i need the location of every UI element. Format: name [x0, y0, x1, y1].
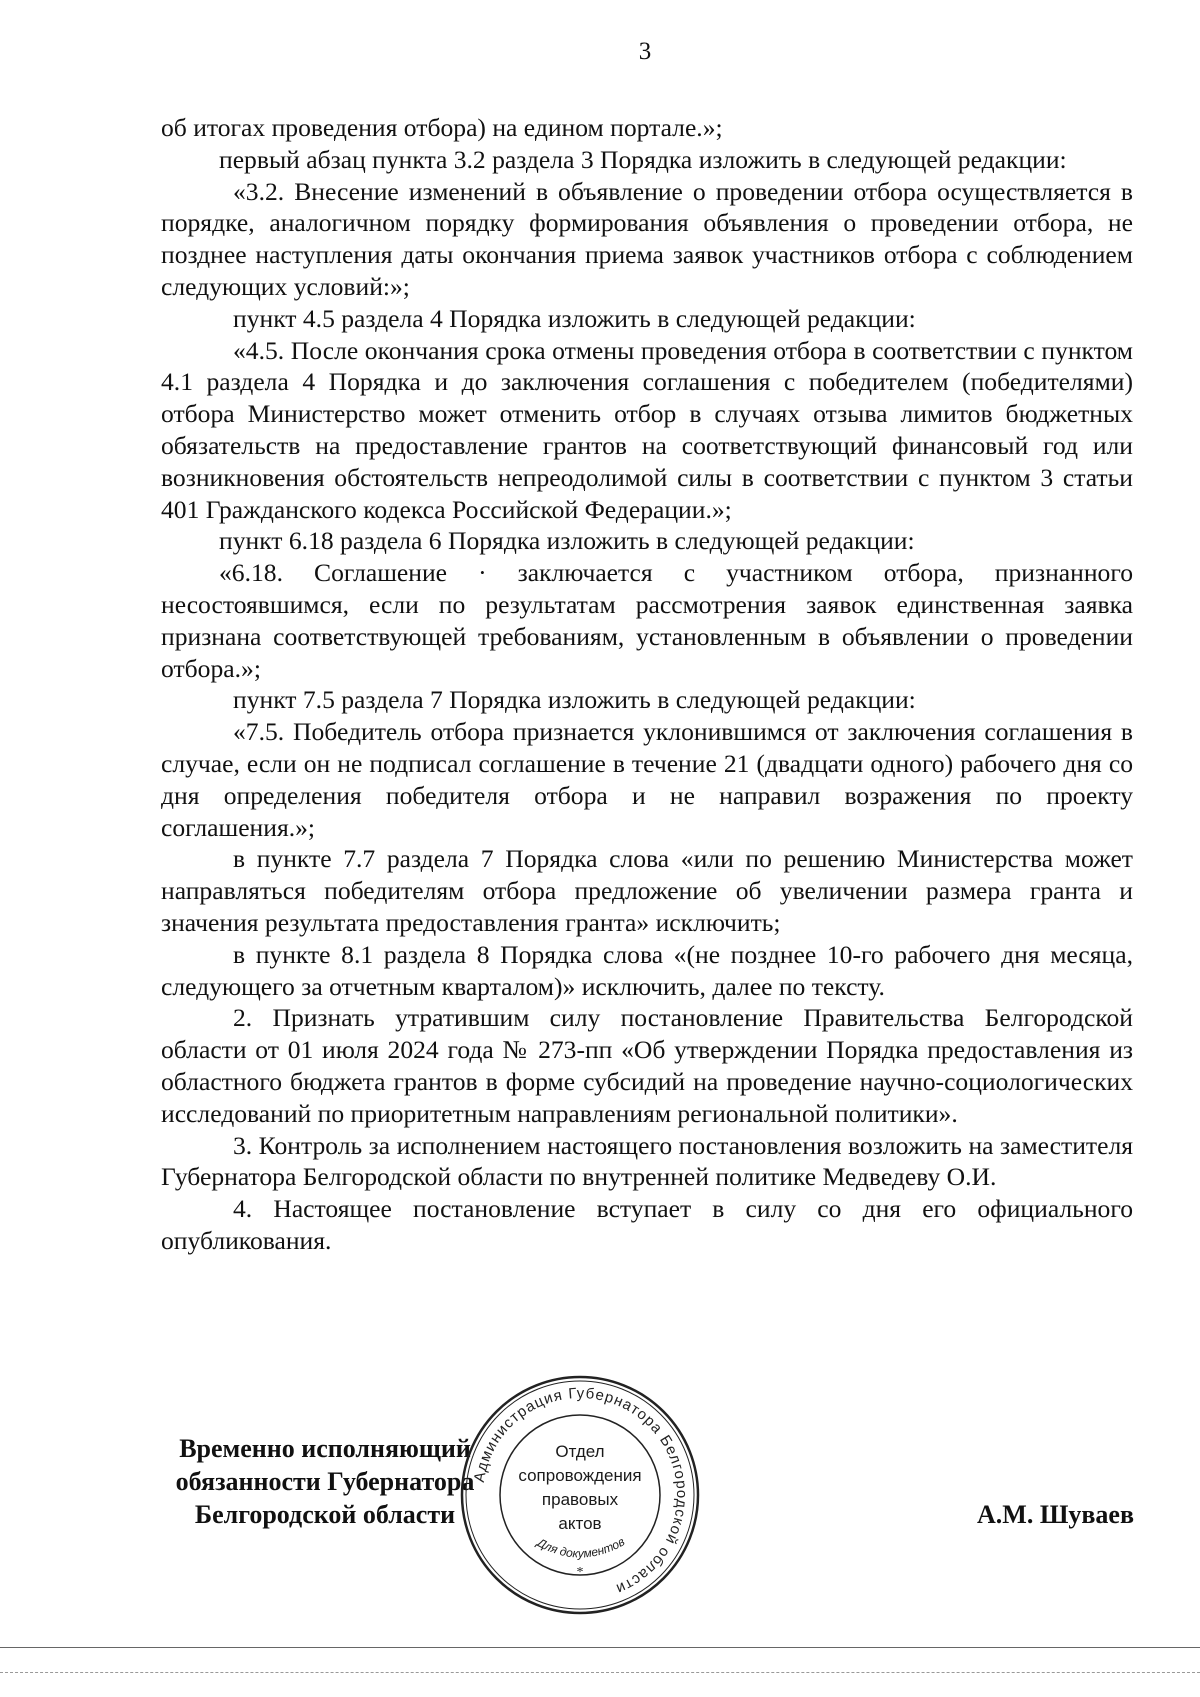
stamp-bottom-text: Для документов — [534, 1534, 628, 1561]
footer-divider — [0, 1672, 1200, 1673]
star-icon: * — [576, 1565, 584, 1580]
stamp-line: актов — [558, 1514, 602, 1533]
paragraph: об итогах проведения отбора) на едином портале.»; — [161, 113, 723, 142]
document-body — [161, 112, 1133, 1257]
paragraph: «7.5. Победитель отбора признается уклонившимся от заключения соглашения в случае, если он не подписал соглашение в течение 21 (двадцати одного) рабочего дня со дня определения победителя отбора и не направил возражения по проекту соглашения.»; — [161, 717, 1133, 842]
signatory-name: А.М. Шуваев — [977, 1500, 1134, 1529]
paragraph: «4.5. После окончания срока отмены проведения отбора в соответствии с пунктом 4.1 раздела 4 Порядка и до заключения соглашения с победителем (победителями) отбора Министерство может отменить отбор в случаях отзыва лимитов бюджетных обязательств на предоставление грантов на соответствующий финансовый год или возникновения обстоятельств непреодолимой силы в соответствии с пунктом 3 статьи 401 Гражданского кодекса Российской Федерации.»; — [161, 335, 1133, 524]
paragraph: «6.18. Соглашение · заключается с участником отбора, признанного несостоявшимся, если по результатам рассмотрения заявок единственная заявка признана соответствующей требованиям, установленным в объявлении о проведении отбора.»; — [161, 558, 1133, 683]
signatory-position — [160, 1432, 490, 1531]
page-number: 3 — [638, 38, 652, 65]
svg-text:Для документов — [533, 1534, 627, 1560]
paragraph: пункт 6.18 раздела 6 Порядка изложить в следующей редакции: — [219, 526, 915, 556]
paragraph: 3. Контроль за исполнением настоящего постановления возложить на заместителя Губернатора Белгородской области по внутренней политике Медведеву О.И. — [161, 1130, 1133, 1192]
paragraph: в пункте 8.1 раздела 8 Порядка слова «(не позднее 10-го рабочего дня месяца, следующего за отчетным кварталом)» исключить, далее по тексту. — [161, 939, 1133, 1001]
footer-divider — [0, 1647, 1200, 1648]
stamp-line: Отдел — [555, 1442, 605, 1461]
stamp-center-text — [455, 1440, 705, 1536]
signatory-position-line: Временно исполняющий — [179, 1434, 471, 1463]
paragraph: 4. Настоящее постановление вступает в силу со дня его официального опубликования. — [161, 1194, 1133, 1255]
paragraph: пункт 7.5 раздела 7 Порядка изложить в следующей редакции: — [233, 685, 916, 715]
official-stamp — [455, 1370, 705, 1620]
paragraph: 2. Признать утратившим силу постановление Правительства Белгородской области от 01 июля 2024 года № 273-пп «Об утверждении Порядка предоставления из областного бюджета грантов в форме субсидий на проведение научно-социологических исследований по приоритетным направлениям региональной политики». — [161, 1003, 1133, 1128]
stamp-ring-text: Администрация Губернатора Белгородской области — [470, 1384, 691, 1598]
paragraph: «3.2. Внесение изменений в объявление о проведении отбора осуществляется в порядке, аналогичном порядку формирования объявления о проведении отбора, не позднее наступления даты окончания приема заявок участников отбора с соблюдением следующих условий:»; — [161, 176, 1133, 301]
paragraph: в пункте 7.7 раздела 7 Порядка слова «или по решению Министерства может направляться победителям отбора предложение об увеличении размера гранта и значения результата предоставления гранта» исключить; — [161, 844, 1133, 937]
paragraph: первый абзац пункта 3.2 раздела 3 Порядка изложить в следующей редакции: — [219, 144, 1067, 174]
stamp-line: правовых — [541, 1490, 619, 1509]
stamp-line: сопровождения — [518, 1466, 642, 1485]
signatory-position-line: обязанности Губернатора — [175, 1467, 475, 1496]
signatory-position-line: Белгородской области — [194, 1500, 456, 1529]
paragraph: пункт 4.5 раздела 4 Порядка изложить в следующей редакции: — [233, 303, 916, 333]
